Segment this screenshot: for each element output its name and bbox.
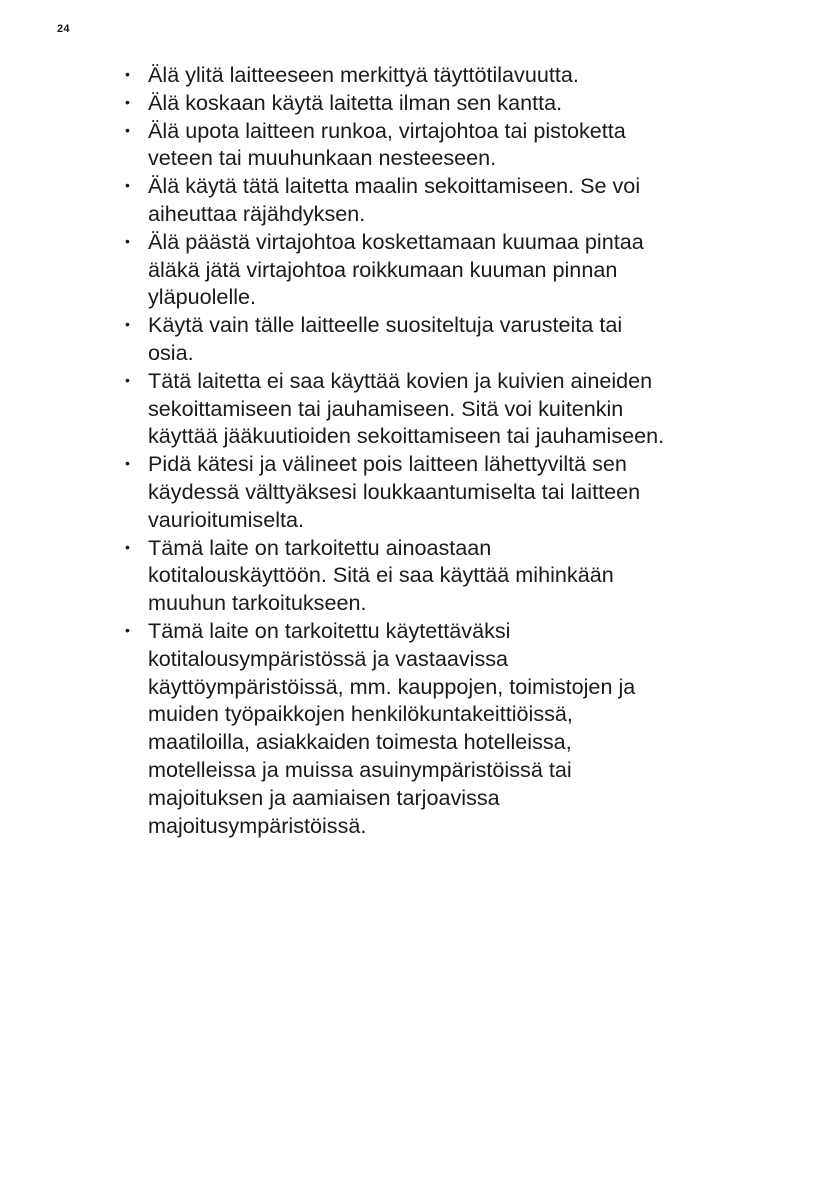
list-item-text: Älä ylitä laitteeseen merkittyä täyttötilavuutta.	[148, 62, 579, 87]
list-item	[120, 117, 780, 173]
bullet-icon: •	[125, 93, 130, 110]
list-item-text: Tämä laite on tarkoitettu ainoastaan kotitalouskäyttöön. Sitä ei saa käyttää mihinkään muuhun tarkoitukseen.	[148, 534, 614, 616]
list-item	[120, 450, 780, 533]
bullet-icon: •	[125, 66, 130, 82]
list-item	[120, 228, 780, 311]
bullet-icon: •	[125, 538, 130, 555]
list-item-text: Älä upota laitteen runkoa, virtajohtoa tai pistoketta veteen tai muuhunkaan nesteeseen.	[148, 117, 626, 171]
bullet-icon: •	[125, 371, 130, 388]
list-item-text: Älä päästä virtajohtoa koskettamaan kuumaa pintaa äläkä jätä virtajohtoa roikkumaan kuuman pinnan yläpuolelle.	[148, 228, 644, 310]
bullet-icon: •	[125, 121, 130, 138]
safety-instructions-list	[120, 61, 780, 839]
list-item-text: Pidä kätesi ja välineet pois laitteen lähettyviltä sen käydessä välttyäksesi loukkaantumiselta tai laitteen vaurioitumiselta.	[148, 451, 641, 532]
list-item	[120, 534, 780, 617]
list-item	[120, 617, 780, 839]
bullet-icon: •	[125, 455, 130, 472]
list-item-text: Älä koskaan käytä laitetta ilman sen kantta.	[148, 89, 563, 115]
list-item-text: Tätä laitetta ei saa käyttää kovien ja kuivien aineiden sekoittamiseen tai jauhamiseen. Sitä voi kuitenkin käyttää jääkuutioiden sekoittamiseen tai jauhamiseen.	[148, 367, 665, 449]
list-item	[120, 61, 780, 89]
bullet-icon: •	[125, 177, 130, 194]
list-item	[120, 172, 780, 228]
bullet-icon: •	[125, 621, 130, 638]
list-item-text: Tämä laite on tarkoitettu käytettäväksi kotitalousympäristössä ja vastaavissa käyttöympäristöissä, mm. kauppojen, toimistojen ja muiden työpaikkojen henkilökuntakeittiöissä, maatiloilla, asiakkaiden toimesta hotelleissa, motelleissa ja muissa asuinympäristöissä tai majoituksen ja aamiaisen tarjoavissa majoitusympäristöissä.	[148, 617, 636, 838]
list-item-text: Älä käytä tätä laitetta maalin sekoittamiseen. Se voi aiheuttaa räjähdyksen.	[148, 173, 641, 226]
list-item	[120, 89, 780, 117]
list-item	[120, 311, 780, 367]
list-item	[120, 367, 780, 450]
bullet-icon: •	[125, 316, 130, 333]
list-item-text: Käytä vain tälle laitteelle suositeltuja varusteita tai osia.	[148, 312, 623, 365]
bullet-icon: •	[125, 232, 130, 249]
page-number: 24	[57, 23, 70, 35]
